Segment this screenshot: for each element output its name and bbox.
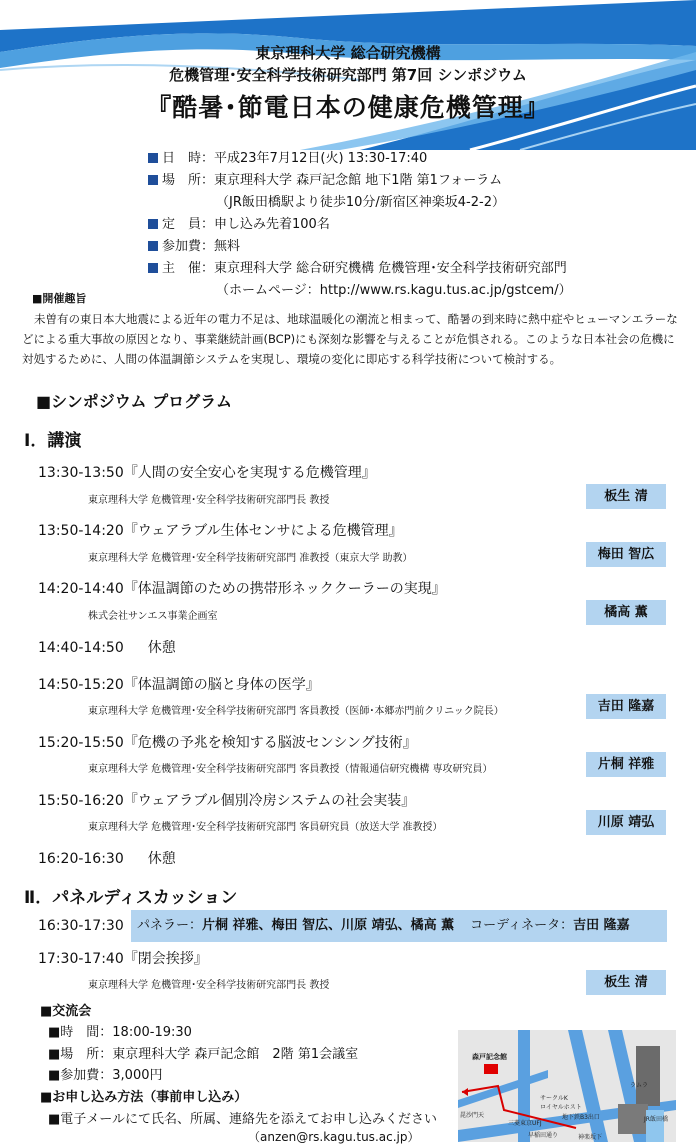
talk-3-speaker: 橘高 薫 xyxy=(586,600,666,625)
talk-6-speaker: 川原 靖弘 xyxy=(586,810,666,835)
host-value: 東京理科大学 総合研究機構 危機管理･安全科学技術研究部門 xyxy=(214,261,567,276)
talk-time: 17:30-17:40 xyxy=(38,951,124,967)
place-value: 東京理科大学 森戸記念館 地下1階 第1フォーラム xyxy=(214,173,503,188)
bullet-square-icon xyxy=(148,175,158,185)
talk-time: 13:50-14:20 xyxy=(38,523,124,539)
host-homepage: （ホームページ：http://www.rs.kagu.tus.ac.jp/gstcem/） xyxy=(216,283,572,298)
talk-title: 『閉会挨拶』 xyxy=(123,951,208,967)
date-value: 平成23年7月12日(火) 13:30-17:40 xyxy=(214,151,428,166)
closing-heading xyxy=(38,948,208,968)
place-row xyxy=(148,170,572,192)
reception-time: ■時 間：18:00-19:30 xyxy=(48,1025,192,1040)
talk-title: 『体温調節の脳と身体の医学』 xyxy=(123,677,320,693)
organizer-line: 東京理科大学 総合研究機構 xyxy=(255,44,441,62)
talk-3-heading xyxy=(38,578,446,598)
fee-value: 無料 xyxy=(214,239,241,254)
talk-time: 13:30-13:50 xyxy=(38,465,124,481)
talk-title: 『体温調節のための携帯形ネッククーラーの実現』 xyxy=(123,581,446,597)
fee-label: 参加費： xyxy=(162,239,215,254)
talk-4-affiliation: 東京理科大学 危機管理･安全科学技術研究部門 客員教授（医師･本郷赤門前クリニック院長） xyxy=(88,706,504,717)
apply-email: （anzen@rs.kagu.tus.ac.jp） xyxy=(248,1130,420,1144)
date-label: 日 時： xyxy=(162,151,215,166)
talk-time: 14:50-15:20 xyxy=(38,677,124,693)
event-info xyxy=(148,148,572,302)
coordinator: 吉田 隆嘉 xyxy=(573,918,630,933)
talk-5-affiliation: 東京理科大学 危機管理･安全科学技術研究部門 客員教授（情報通信研究機構 専攻研究員） xyxy=(88,764,493,775)
reception-place: ■場 所：東京理科大学 森戸記念館 2階 第1会議室 xyxy=(48,1047,359,1062)
closing-affiliation: 東京理科大学 危機管理･安全科学技術研究部門長 教授 xyxy=(88,980,330,991)
bullet-square-icon xyxy=(148,263,158,273)
header xyxy=(0,0,696,150)
capacity-row xyxy=(148,214,572,236)
break-1 xyxy=(38,637,176,657)
break-label: 休憩 xyxy=(147,851,176,867)
purpose-title: ■開催趣旨 xyxy=(32,292,87,305)
apply-title: ■お申し込み方法（事前申し込み） xyxy=(40,1090,248,1105)
panelists-label: パネラー： xyxy=(137,918,203,933)
map-label: ラムラ xyxy=(630,1082,648,1089)
closing-speaker: 板生 清 xyxy=(586,970,666,995)
apply-instruction: ■電子メールにて氏名、所属、連絡先を添えてお申し込みください xyxy=(48,1112,438,1127)
talk-4-heading xyxy=(38,674,320,694)
talk-2-heading xyxy=(38,520,403,540)
symposium-line: 危機管理･安全科学技術研究部門 第7回 シンポジウム xyxy=(169,66,527,84)
talk-6-heading xyxy=(38,790,415,810)
capacity-value: 申し込み先着100名 xyxy=(214,217,330,232)
talk-2-speaker: 梅田 智広 xyxy=(586,542,666,567)
bullet-square-icon xyxy=(148,219,158,229)
program-title: ■シンポジウム プログラム xyxy=(36,392,232,411)
talk-2-affiliation: 東京理科大学 危機管理･安全科学技術研究部門 准教授（東京大学 助教） xyxy=(88,553,413,564)
host-row xyxy=(148,258,572,280)
map-label: 早稲田通り xyxy=(528,1132,559,1139)
section-lectures: Ⅰ．講演 xyxy=(24,431,82,451)
place-note: （JR飯田橋駅より徒歩10分/新宿区神楽坂4-2-2） xyxy=(216,195,505,210)
reception-fee: ■参加費：3,000円 xyxy=(48,1068,163,1083)
bullet-square-icon xyxy=(148,241,158,251)
talk-title: 『ウェアラブル個別冷房システムの社会実装』 xyxy=(123,793,416,809)
talk-5-heading xyxy=(38,732,417,752)
fee-row xyxy=(148,236,572,258)
map-label: サークルK xyxy=(540,1095,568,1102)
talk-4-speaker: 吉田 隆嘉 xyxy=(586,694,666,719)
bullet-square-icon xyxy=(148,153,158,163)
access-map xyxy=(458,1030,676,1142)
map-label: 地下鉄B3出口 xyxy=(562,1114,600,1121)
talk-1-speaker: 板生 清 xyxy=(586,484,666,509)
map-label: 毘沙門天 xyxy=(460,1112,485,1119)
talk-title: 『人間の安全安心を実現する危機管理』 xyxy=(123,465,376,481)
date-row xyxy=(148,148,572,170)
reception-title: ■交流会 xyxy=(40,1004,92,1019)
panelists: 片桐 祥雅、梅田 智広、川原 靖弘、橘高 薫 xyxy=(202,918,455,933)
talk-title: 『ウェアラブル生体センサによる危機管理』 xyxy=(123,523,403,539)
talk-title: 『危機の予兆を検知する脳波センシング技術』 xyxy=(123,735,417,751)
capacity-label: 定 員： xyxy=(162,217,215,232)
symposium-title: 『酷暑･節電日本の健康危機管理』 xyxy=(146,93,550,122)
purpose-text: 未曽有の東日本大地震による近年の電力不足は、地球温暖化の潮流と相まって、酷暑の到来時に熱中症やヒューマンエラーなどによる重大事故の原因となり、事業継続計画(BCP)にも深刻な影響を与えることが危惧される。このような日本社会の危機に対処するために、人間の体温調節システムを実現し、環境の変化に即応する科学技術について検討する。 xyxy=(22,312,678,366)
break-2 xyxy=(38,848,176,868)
talk-time: 15:20-15:50 xyxy=(38,735,124,751)
place-label: 場 所： xyxy=(162,173,215,188)
host-label: 主 催： xyxy=(162,261,215,276)
panel-box xyxy=(131,910,667,942)
talk-3-affiliation: 株式会社サンエス事業企画室 xyxy=(88,611,218,622)
section-panel: Ⅱ．パネルディスカッション xyxy=(24,888,238,908)
map-label: JR飯田橋 xyxy=(644,1116,668,1123)
map-label: 神楽坂下 xyxy=(578,1134,603,1141)
break-label: 休憩 xyxy=(147,640,176,656)
coordinator-label: コーディネータ： xyxy=(470,918,574,933)
map-label: 三菱東京UFJ xyxy=(508,1120,542,1127)
map-building-label: 森戸記念館 xyxy=(472,1053,507,1061)
talk-time: 14:20-14:40 xyxy=(38,581,124,597)
break-time: 16:20-16:30 xyxy=(38,851,124,867)
talk-1-heading xyxy=(38,462,376,482)
talk-1-affiliation: 東京理科大学 危機管理･安全科学技術研究部門長 教授 xyxy=(88,495,330,506)
panel-time: 16:30-17:30 xyxy=(38,918,124,934)
talk-5-speaker: 片桐 祥雅 xyxy=(586,752,666,777)
talk-time: 15:50-16:20 xyxy=(38,793,124,809)
map-label: ロイヤルホスト xyxy=(540,1104,582,1111)
break-time: 14:40-14:50 xyxy=(38,640,124,656)
talk-6-affiliation: 東京理科大学 危機管理･安全科学技術研究部門 客員研究員（放送大学 准教授） xyxy=(88,822,443,833)
